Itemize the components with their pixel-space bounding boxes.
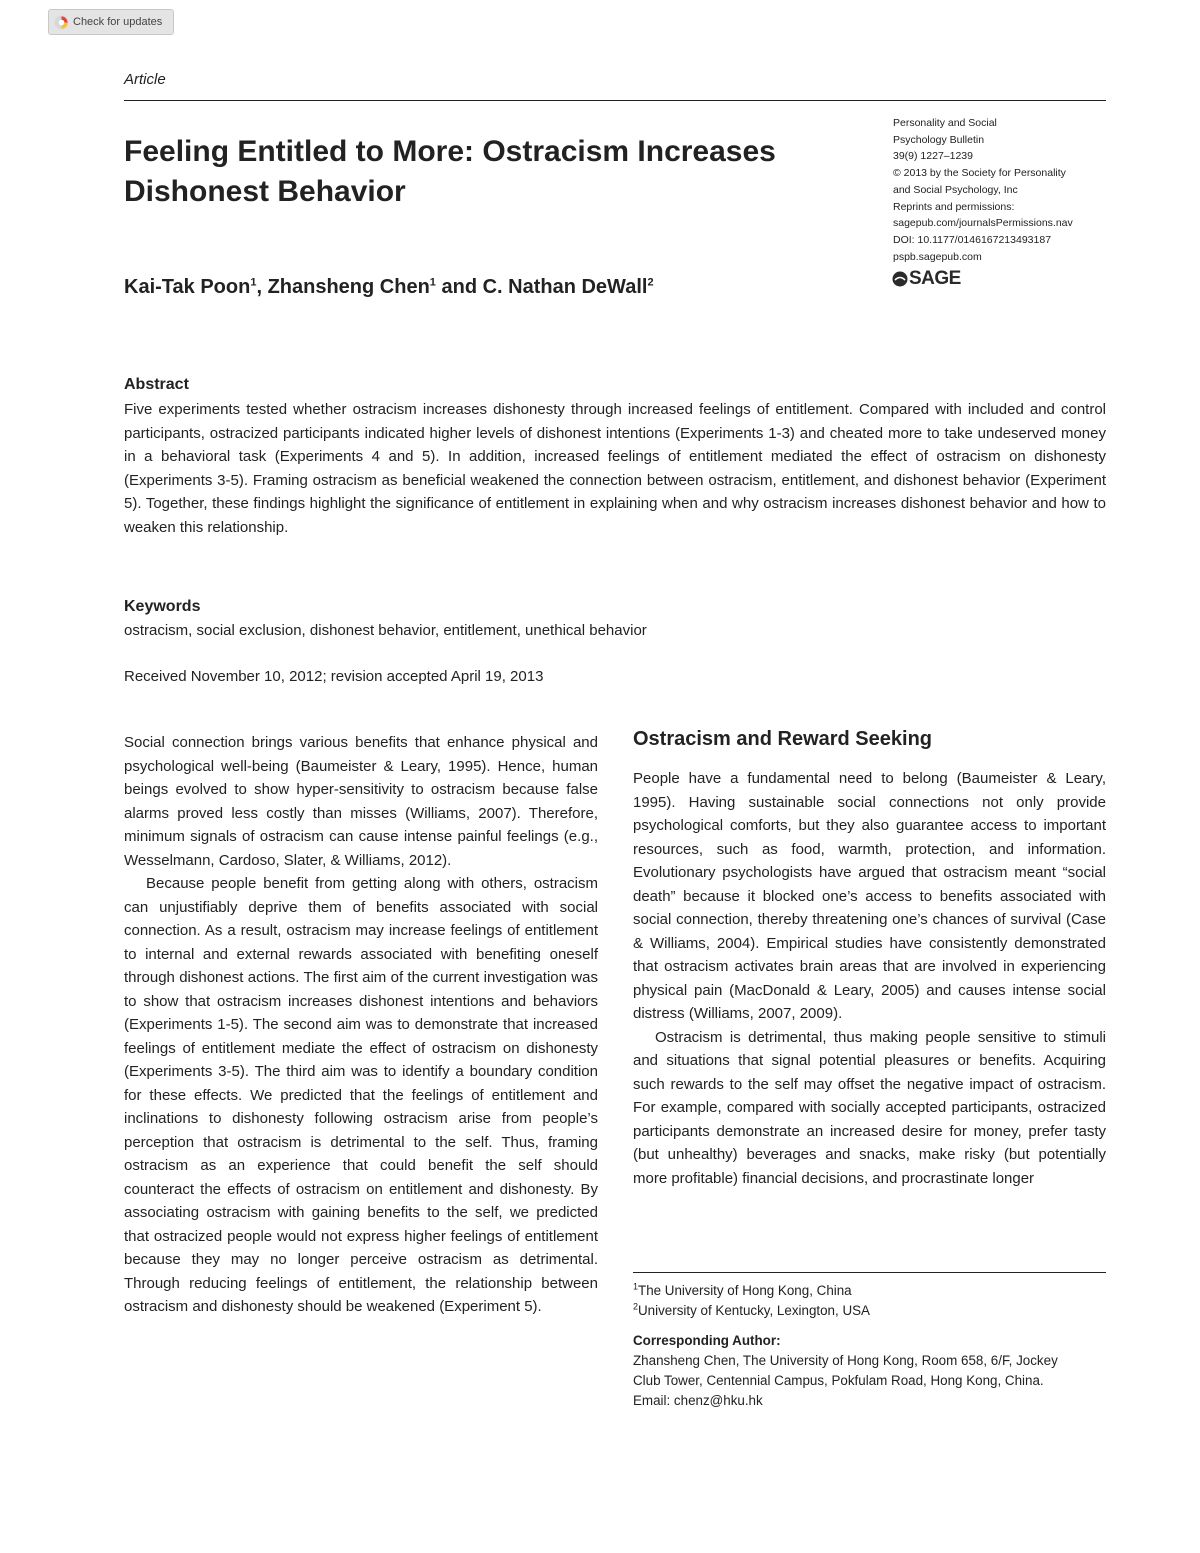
- corresponding-author-heading: Corresponding Author:: [633, 1333, 781, 1348]
- author-separator: and: [435, 276, 483, 298]
- affiliation-footnote: [633, 1301, 1106, 1321]
- check-for-updates-label: Check for updates: [73, 16, 163, 28]
- body-paragraph: Ostracism is detrimental, thus making people sensitive to stimuli and situations that signal potential pleasures or benefits. Acquiring such rewards to the self may offset the negative impact of ostracism. For example, compared with socially accepted participants, ostracized participants demonstrate an increased desire for money, prefer tasty (but unhealthy) beverages and snacks, make risky (but potentially more profitable) financial decisions, and procrastinate longer: [633, 1028, 1106, 1187]
- body-paragraph: Because people benefit from getting along with others, ostracism can unjustifiably deprive them of benefits associated with social connection. As a result, ostracism may increase feelings of entitlement to internal and external rewards associated with benefiting oneself through dishonest actions. The first aim of the current investigation was to show that ostracism increases dishonest intentions and behaviors (Experiments 1-5). The second aim was to demonstrate that increased feelings of entitlement mediate the effect of ostracism on dishonesty (Experiments 3-5). The third aim was to identify a boundary condition for these effects. We predicted that the feelings of entitlement and inclinations to dishonesty following ostracism arise from people’s perception that ostracism is detrimental to the self. Thus, framing ostracism as an experience that could benefit the self should counteract the effects of ostracism on entitlement and dishonesty. By associating ostracism with gaining benefits to the self, we predicted that ostracized people would not express higher feelings of entitlement because they may no longer perceive ostracism as detrimental. Through reducing feelings of entitlement, the relationship between ostracism and dishonesty should be weakened (Experiment 5).: [124, 875, 598, 1315]
- author-separator: ,: [256, 276, 268, 298]
- author-list: [124, 276, 654, 299]
- author-name: Zhansheng Chen: [267, 276, 430, 298]
- publisher-logo-text: SAGE: [909, 268, 961, 289]
- keywords-text: ostracism, social exclusion, dishonest behavior, entitlement, unethical behavior: [124, 622, 647, 639]
- corresponding-author-line: Club Tower, Centennial Campus, Pokfulam Road, Hong Kong, China.: [633, 1373, 1044, 1388]
- corresponding-author-line: Zhansheng Chen, The University of Hong Kong, Room 658, 6/F, Jockey: [633, 1353, 1058, 1368]
- sage-logo-icon: [892, 271, 908, 287]
- author-name: C. Nathan DeWall: [482, 276, 648, 298]
- journal-info-line: © 2013 by the Society for Personality: [893, 167, 1066, 180]
- footnote-rule: [633, 1272, 1106, 1273]
- journal-info-line: Reprints and permissions:: [893, 200, 1015, 213]
- author-affiliation-marker: 1: [429, 276, 436, 289]
- footnote-marker: 1: [633, 1281, 639, 1292]
- author-affiliation-marker: 2: [647, 276, 654, 289]
- article-type-label: Article: [124, 71, 166, 88]
- section-heading: Ostracism and Reward Seeking: [633, 728, 933, 750]
- author-name: Kai-Tak Poon: [124, 276, 251, 298]
- affiliation-footnote: [633, 1281, 1106, 1301]
- publisher-logo: [892, 268, 961, 290]
- corresponding-author-email[interactable]: Email: chenz@hku.hk: [633, 1393, 763, 1408]
- keywords-heading: Keywords: [124, 598, 201, 615]
- journal-info-line: 39(9) 1227–1239: [893, 150, 973, 163]
- body-paragraph: People have a fundamental need to belong (Baumeister & Leary, 1995). Having sustainable social connections not only provide psychological comforts, but they also guarantee access to important resources, such as food, warmth, protection, and information. Evolutionary psychologists have argued that ostracism meant “social death” because it blocked one’s access to benefits associated with social connection, thereby threatening one’s chances of survival (Case & Williams, 2004). Empirical studies have consistently demonstrated that ostracism activates brain areas that are involved in experiencing physical pain (MacDonald & Leary, 2005) and causes intense social distress (Williams, 2007, 2009).: [633, 770, 1106, 1022]
- permissions-link[interactable]: sagepub.com/journalsPermissions.nav: [893, 217, 1073, 230]
- author-affiliation-marker: 1: [250, 276, 257, 289]
- footnote-marker: 2: [633, 1301, 639, 1312]
- footnotes: [633, 1281, 1106, 1411]
- body-paragraph: Social connection brings various benefits that enhance physical and psychological well-being (Baumeister & Leary, 1995). Hence, human beings evolved to show hyper-sensitivity to ostracism because false alarms proved less costly than misses (Williams, 2007). Therefore, minimum signals of ostracism can cause intense painful feelings (e.g., Wesselmann, Cardoso, Slater, & Williams, 2012).: [124, 734, 598, 869]
- affiliation-text: The University of Hong Kong, China: [638, 1283, 852, 1298]
- check-for-updates-icon: [54, 15, 69, 30]
- body-column-left: [124, 731, 598, 1319]
- body-column-right: [633, 767, 1106, 1190]
- journal-site-link[interactable]: pspb.sagepub.com: [893, 250, 982, 263]
- abstract-text: Five experiments tested whether ostracism increases dishonesty through increased feelings of entitlement. Compared with included and control participants, ostracized participants indicated higher levels of dishonest intentions (Experiments 1-3) and cheated more to take undeserved money in a behavioral task (Experiments 4 and 5). In addition, increased feelings of entitlement mediated the effect of ostracism on dishonesty (Experiments 3-5). Framing ostracism as beneficial weakened the connection between ostracism, entitlement, and dishonest behavior (Experiment 5). Together, these findings highlight the significance of entitlement in explaining when and why ostracism increases dishonest behavior and how to weaken this relationship.: [124, 401, 1106, 536]
- abstract-heading: Abstract: [124, 376, 189, 393]
- check-for-updates-button[interactable]: [48, 9, 174, 35]
- received-date: Received November 10, 2012; revision accepted April 19, 2013: [124, 668, 544, 685]
- journal-info: [893, 115, 1108, 265]
- journal-info-line: and Social Psychology, Inc: [893, 183, 1018, 196]
- doi-link[interactable]: DOI: 10.1177/0146167213493187: [893, 233, 1052, 246]
- affiliation-text: University of Kentucky, Lexington, USA: [638, 1303, 870, 1318]
- journal-info-line: Psychology Bulletin: [893, 133, 985, 146]
- header-rule: [124, 100, 1106, 101]
- paper-title: Feeling Entitled to More: Ostracism Increases Dishonest Behavior: [124, 135, 776, 208]
- journal-info-line: Personality and Social: [893, 117, 997, 129]
